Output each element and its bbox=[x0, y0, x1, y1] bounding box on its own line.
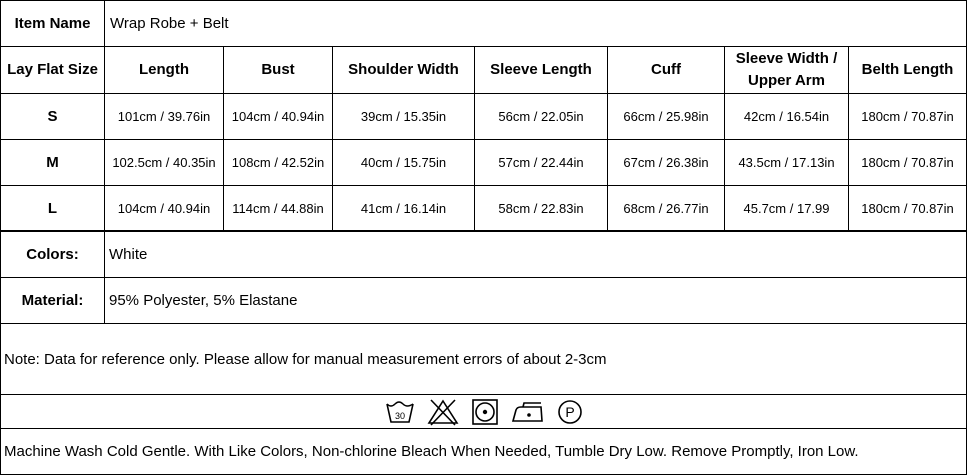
table-cell: 67cm / 26.38in bbox=[608, 140, 725, 185]
table-cell: 114cm / 44.88in bbox=[224, 186, 333, 230]
table-cell: 45.7cm / 17.99 bbox=[725, 186, 849, 230]
table-cell: 58cm / 22.83in bbox=[475, 186, 608, 230]
care-icons-row bbox=[1, 395, 966, 429]
no-bleach-icon bbox=[427, 398, 459, 426]
colors-label: Colors: bbox=[1, 232, 105, 277]
table-cell: 180cm / 70.87in bbox=[861, 155, 954, 170]
table-row bbox=[1, 94, 966, 140]
size-label: L bbox=[1, 186, 105, 230]
dry-clean-letter: P bbox=[564, 403, 575, 420]
size-label: M bbox=[1, 140, 105, 185]
colors-row bbox=[1, 232, 966, 278]
table-cell: 57cm / 22.44in bbox=[475, 140, 608, 185]
column-header-shoulder-width: Shoulder Width bbox=[333, 47, 475, 93]
column-header-length: Length bbox=[105, 47, 224, 93]
table-cell: 101cm / 39.76in bbox=[105, 94, 224, 139]
wash-30-icon bbox=[385, 399, 415, 425]
care-instructions-row bbox=[1, 429, 966, 474]
table-cell: 108cm / 42.52in bbox=[224, 140, 333, 185]
table-cell: 104cm / 40.94in bbox=[105, 186, 224, 230]
table-cell: 56cm / 22.05in bbox=[475, 94, 608, 139]
table-cell: 104cm / 40.94in bbox=[224, 94, 333, 139]
material-row bbox=[1, 278, 966, 324]
column-header-sleeve-length: Sleeve Length bbox=[475, 47, 608, 93]
table-cell: 42cm / 16.54in bbox=[725, 94, 849, 139]
table-cell: 180cm / 70.87in bbox=[861, 109, 954, 124]
table-row bbox=[1, 140, 966, 186]
table-cell: 66cm / 25.98in bbox=[608, 94, 725, 139]
column-header-belt-length: Belth Length bbox=[861, 61, 954, 78]
item-name-value: Wrap Robe + Belt bbox=[110, 15, 229, 32]
iron-low-icon bbox=[511, 399, 545, 425]
colors-value: White bbox=[109, 246, 148, 263]
column-header-bust: Bust bbox=[224, 47, 333, 93]
wash-temperature-text: 30 bbox=[394, 410, 405, 421]
table-cell: 43.5cm / 17.13in bbox=[725, 140, 849, 185]
table-cell: 68cm / 26.77in bbox=[608, 186, 725, 230]
table-cell: 102.5cm / 40.35in bbox=[105, 140, 224, 185]
reference-note: Note: Data for reference only. Please allow for manual measurement errors of about 2-3cm bbox=[4, 350, 607, 368]
table-cell: 40cm / 15.75in bbox=[333, 140, 475, 185]
material-value: 95% Polyester, 5% Elastane bbox=[109, 292, 298, 309]
table-cell: 39cm / 15.35in bbox=[333, 94, 475, 139]
size-label: S bbox=[1, 94, 105, 139]
tumble-dry-low-icon bbox=[471, 398, 499, 426]
table-row bbox=[1, 186, 966, 232]
dry-clean-p-icon bbox=[557, 399, 583, 425]
item-name-label: Item Name bbox=[1, 1, 105, 46]
care-icons bbox=[1, 395, 966, 428]
table-cell: 180cm / 70.87in bbox=[861, 200, 954, 216]
material-label: Material: bbox=[1, 278, 105, 323]
column-header-cuff: Cuff bbox=[608, 47, 725, 93]
item-name-row bbox=[1, 1, 966, 47]
table-cell: 41cm / 16.14in bbox=[333, 186, 475, 230]
size-column-header: Lay Flat Size bbox=[1, 47, 105, 93]
column-header-sleeve-width: Sleeve Width / Upper Arm bbox=[725, 47, 849, 93]
note-row bbox=[1, 324, 966, 395]
table-header-row bbox=[1, 47, 966, 94]
care-instructions-text: Machine Wash Cold Gentle. With Like Colors, Non-chlorine Bleach When Needed, Tumble Dry Low. Remove Promptly, Iron Low. bbox=[4, 443, 859, 460]
